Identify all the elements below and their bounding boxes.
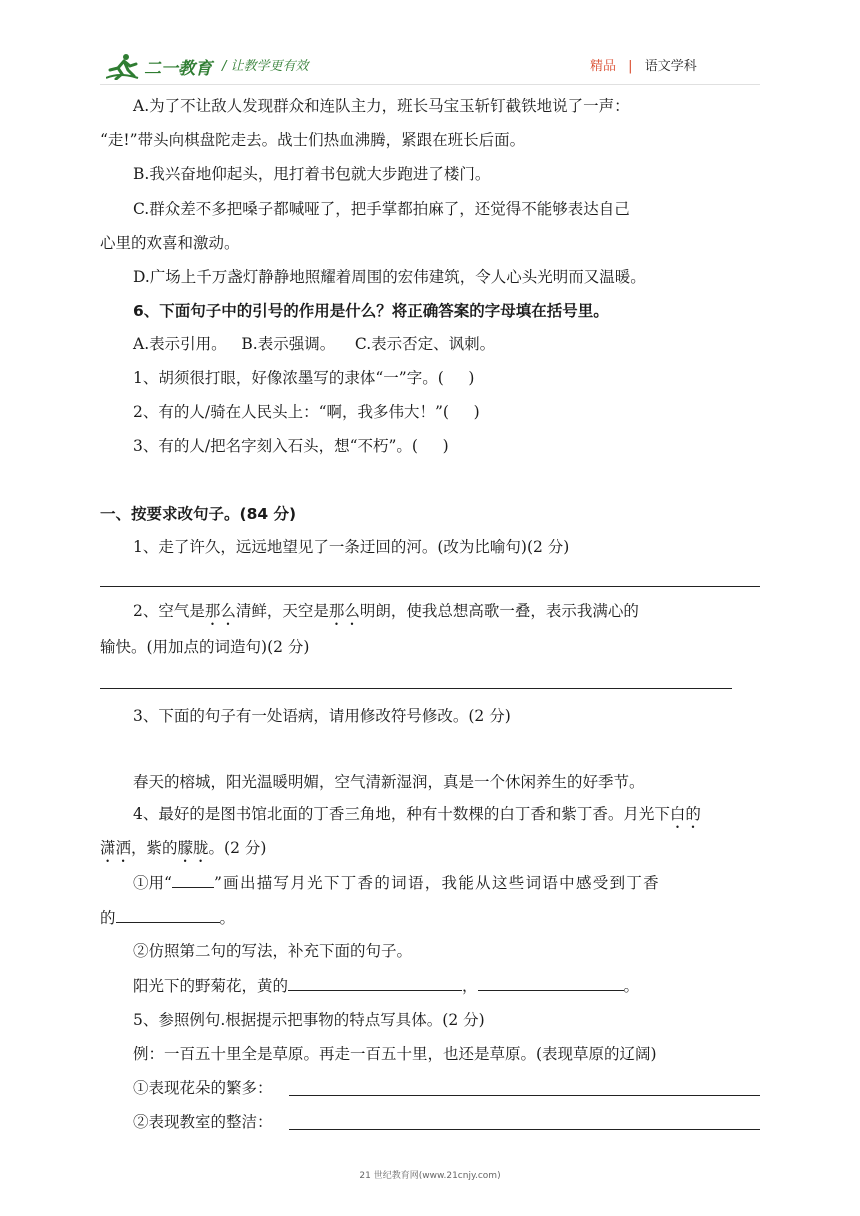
subject-label: 语文学科 [644, 59, 697, 74]
sentence-4-q1-line1 [133, 871, 660, 894]
brand-name: 二一教育 [144, 59, 212, 79]
sentence-5-q2: ②表现教室的整洁： [133, 1113, 273, 1131]
option-a-line2: “走!”带头向棋盘陀走去。战士们热血沸腾，紧跟在班长后面。 [100, 131, 526, 149]
question-6-options: A.表示引用。 B.表示强调。 C.表示否定、讽刺。 [133, 335, 496, 353]
question-6-title: 6、下面句子中的引号的作用是什么？将正确答案的字母填在括号里。 [133, 302, 609, 320]
answer-blank-second[interactable] [478, 974, 624, 991]
option-a-line1: A.为了不让敌人发现群众和连队主力，班长马宝玉斩钉截铁地说了一声： [133, 97, 630, 115]
sentence-2-line1 [133, 600, 639, 629]
header-rule [100, 84, 760, 85]
s4-text-d: ，紫的 [131, 839, 178, 857]
answer-line-flowers[interactable] [289, 1095, 760, 1096]
option-b: B.我兴奋地仰起头，甩打着书包就大步跑进了楼门。 [133, 165, 491, 183]
s4-q1-text-c: 的 [100, 909, 116, 927]
question-6-item-3: 3、有的人/把名字刻入石头，想“不朽”。( ) [133, 437, 449, 455]
sentence-2-line2: 输快。(用加点的词造句)(2 分) [100, 638, 310, 656]
section-1-title: 一、按要求改句子。(84 分) [100, 505, 297, 523]
question-6-item-2: 2、有的人/骑在人民头上：“啊，我多伟大！”( ) [133, 403, 480, 421]
s4-dotted-word-1: 白的 [669, 805, 701, 823]
s4-q2-text-a: 阳光下的野菊花，黄的 [133, 977, 289, 995]
header-right [590, 55, 697, 74]
quality-tag: 精品 [590, 59, 617, 74]
header [0, 0, 860, 90]
sentence-4-line2 [100, 837, 266, 866]
s2-dotted-word-1: 那么 [204, 602, 236, 620]
s4-q1-text-a: ①用“ [133, 874, 172, 892]
option-c-line2: 心里的欢喜和激动。 [100, 234, 240, 252]
sentence-5: 5、参照例句.根据提示把事物的特点写具体。(2 分) [133, 1011, 485, 1029]
s4-q1-blank-mark [172, 871, 214, 888]
question-6-item-1: 1、胡须很打眼，好像浓墨写的隶体“一”字。( ) [133, 369, 475, 387]
s4-text-a: 4、最好的是图书馆北面的丁香三角地，种有十数棵的白丁香和紫丁香。月光下 [133, 805, 670, 823]
sentence-4-q2-fill [133, 974, 639, 997]
sentence-4-line1 [133, 803, 701, 832]
runner-logo-icon [106, 52, 140, 80]
s4-q1-text-b: ”画出描写月光下丁香的词语，我能从这些词语中感受到丁香 [213, 874, 660, 892]
sentence-5-example: 例：一百五十里全是草原。再走一百五十里，也还是草原。(表现草原的辽阔) [133, 1045, 657, 1063]
s2-text-a: 2、空气是 [133, 602, 205, 620]
answer-line-2 [100, 688, 732, 689]
option-d: D.广场上千万盏灯静静地照耀着周围的宏伟建筑，令人心头光明而又温暖。 [133, 268, 646, 286]
answer-line-classroom[interactable] [289, 1129, 760, 1130]
sentence-5-q1: ①表现花朵的繁多： [133, 1079, 273, 1097]
sentence-3: 3、下面的句子有一处语病，请用修改符号修改。(2 分) [133, 707, 511, 725]
s4-q2-text-c: 。 [623, 977, 640, 995]
sentence-3-text: 春天的榕城，阳光温暖明媚，空气清新湿润，真是一个休闲养生的好季节。 [133, 773, 645, 791]
option-c-line1: C.群众差不多把嗓子都喊哑了，把手掌都拍麻了，还觉得不能够表达自己 [133, 200, 630, 218]
s2-text-c: 清鲜，天空是 [235, 602, 329, 620]
s2-dotted-word-2: 那么 [328, 602, 360, 620]
slogan [222, 55, 309, 74]
s2-text-e: 明朗，使我总想高歌一叠，表示我满心的 [359, 602, 639, 620]
s4-q1-text-d: 。 [219, 909, 236, 927]
s4-dotted-word-3: 朦胧 [177, 839, 209, 857]
sentence-4-q1-line2 [100, 906, 235, 929]
answer-line-1 [100, 586, 760, 587]
answer-blank-fragrance[interactable] [116, 906, 220, 923]
header-separator: | [628, 59, 633, 74]
footer-text: 21 世纪教育网(www.21cnjy.com) [359, 1171, 501, 1181]
s4-dotted-word-2: 潇洒 [100, 839, 132, 857]
sentence-4-q2: ②仿照第二句的写法，补充下面的句子。 [133, 942, 413, 960]
slogan-divider: / [222, 59, 231, 74]
sentence-1: 1、走了许久，远远地望见了一条迂回的河。(改为比喻句)(2 分) [133, 538, 570, 556]
s4-q2-text-b: ， [462, 977, 478, 995]
answer-blank-yellow[interactable] [288, 974, 462, 991]
slogan-text: 让教学更有效 [230, 59, 309, 74]
s4-text-f: 。(2 分) [208, 839, 267, 857]
